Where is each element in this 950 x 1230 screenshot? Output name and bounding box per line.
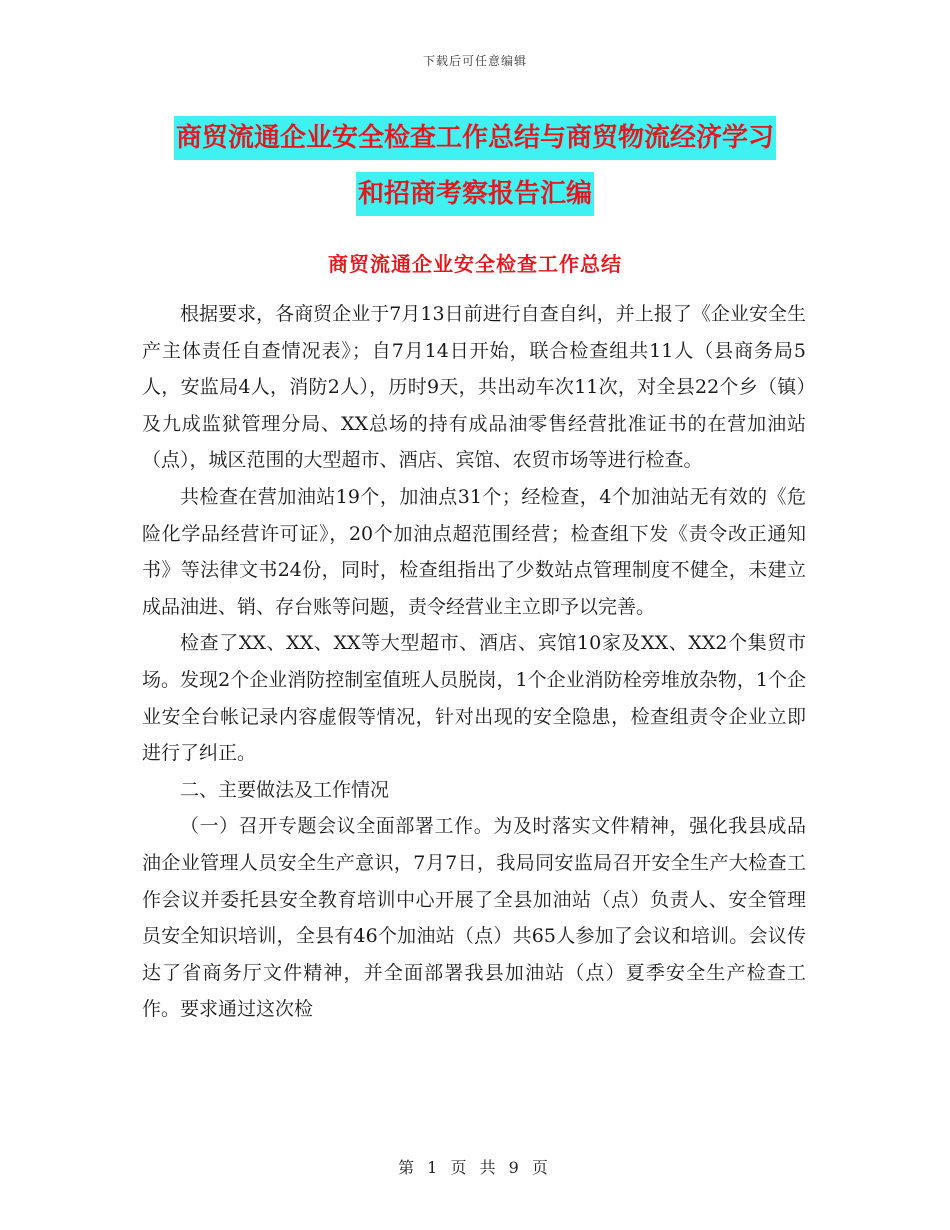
document-title-line-2: 和招商考察报告汇编: [356, 172, 594, 216]
paragraph: 检查了XX、XX、XX等大型超市、酒店、宾馆10家及XX、XX2个集贸市场。发现2个企业消防控制室值班人员脱岗，1个企业消防栓旁堆放杂物，1个企业安全台帐记录内容虚假等情况，针对出现的安全隐患，检查组责令企业立即进行了纠正。: [142, 632, 806, 765]
page-footer: 第 1 页 共 9 页: [398, 1158, 552, 1177]
paragraph: 二、主要做法及工作情况: [180, 778, 390, 801]
paragraph: （一）召开专题会议全面部署工作。为及时落实文件精神，强化我县成品油企业管理人员安全生产意识，7月7日，我局同安监局召开安全生产大检查工作会议并委托县安全教育培训中心开展了全县加油站（点）负责人、安全管理员安全知识培训，全县有46个加油站（点）共65人参加了会议和培训。会议传达了省商务厅文件精神，并全面部署我县加油站（点）夏季安全生产检查工作。要求通过这次检: [142, 815, 806, 1021]
header-note: 下载后可任意编辑: [422, 54, 527, 68]
paragraph: 根据要求，各商贸企业于7月13日前进行自查自纠，并上报了《企业安全生产主体责任自查情况表》；自7月14日开始，联合检查组共11人（县商务局5人，安监局4人，消防2人），历时9天，共出动车次11次，对全县22个乡（镇）及九成监狱管理分局、XX总场的持有成品油零售经营批准证书的在营加油站（点），城区范围的大型超市、酒店、宾馆、农贸市场等进行检查。: [142, 303, 806, 472]
paragraph: 共检查在营加油站19个，加油点31个；经检查，4个加油站无有效的《危险化学品经营许可证》，20个加油点超范围经营；检查组下发《责令改正通知书》等法律文书24份，同时，检查组指出了少数站点管理制度不健全，未建立成品油进、销、存台账等问题，责令经营业主立即予以完善。: [142, 485, 806, 618]
section-heading: 商贸流通企业安全检查工作总结: [328, 252, 622, 276]
document-title: [0, 110, 950, 222]
body-text: [142, 296, 806, 1028]
document-title-line-1: 商贸流通企业安全检查工作总结与商贸物流经济学习: [174, 116, 776, 160]
